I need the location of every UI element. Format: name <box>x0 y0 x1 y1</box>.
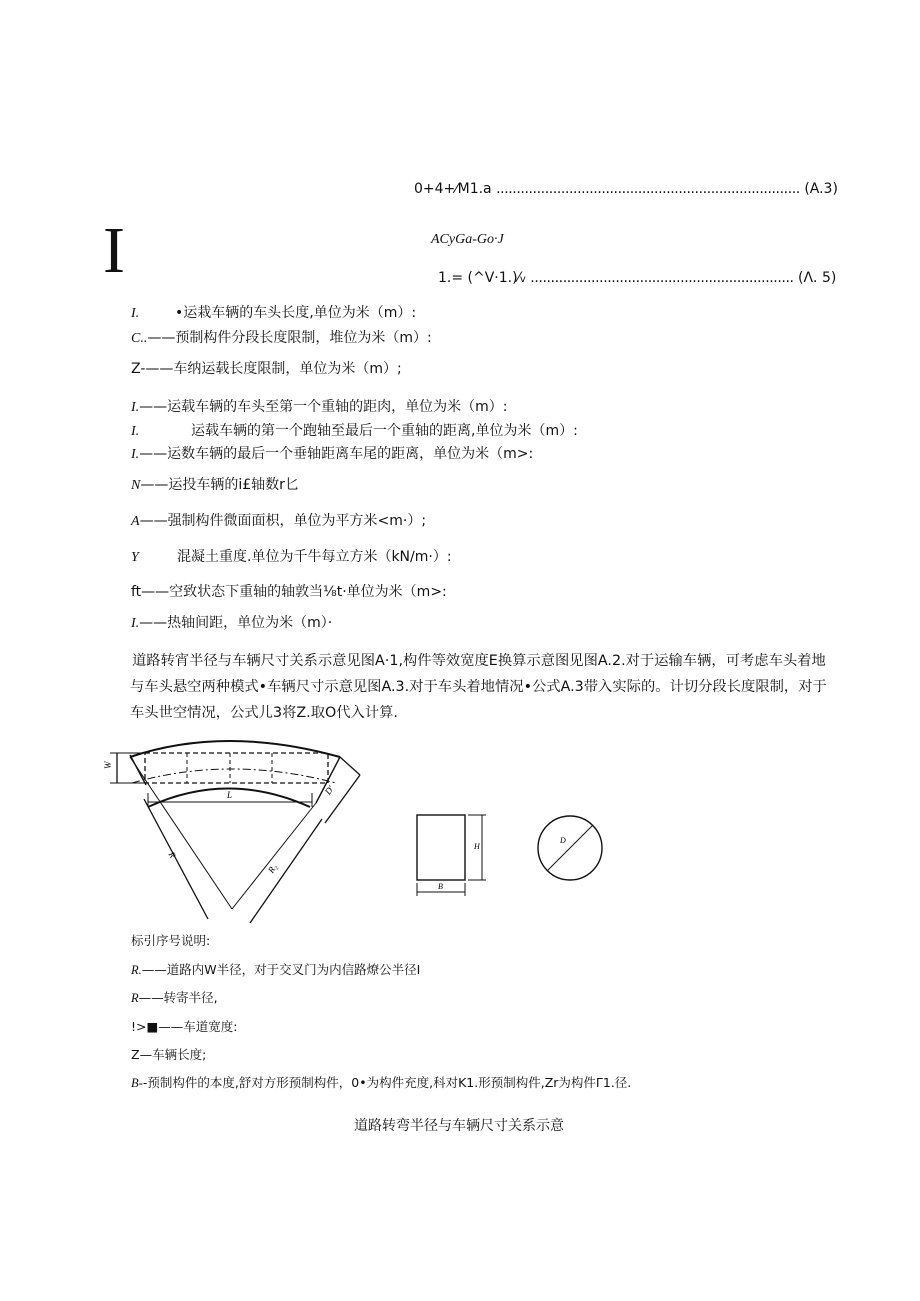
inner-radius-dimension <box>250 819 322 923</box>
equation-a3 <box>414 181 838 197</box>
definition-row: I.——运载车辆的车头至第一个重轴的距肉，单位为米（m）: <box>131 399 508 415</box>
definition-row: Z-——车纳运载长度限制，单位为米（m）; <box>131 361 402 377</box>
definition-row: A——强制构件微面面枳，单位为平方米<m·）; <box>131 513 427 529</box>
equation-a3-expression: 0+4+⁄M1.a <box>414 181 492 197</box>
outer-boundary-right <box>340 757 360 775</box>
diagonal-dimension-line <box>325 775 360 823</box>
definition-row: C..——预制构件分段长度限制，堆位为米（m）: <box>131 330 432 346</box>
road-turning-radius-figure <box>100 735 620 925</box>
definition-row: I. •运栽车辆的车头长度,单位为米（m）: <box>131 305 417 321</box>
legend-item: !>■——车道宽度: <box>131 1019 238 1034</box>
body-paragraph <box>130 648 830 726</box>
equation-a5-expression: 1.= (^V·1.)⁄ <box>438 270 520 286</box>
circle-diameter-label: D <box>560 836 566 845</box>
definition-row: I.——运数车辆的最后一个垂轴距离车尾的距离，单位为米（m>: <box>131 446 534 462</box>
definition-row: Y 混凝土重度.单位为千牛每立方米（kN∕m·）: <box>131 549 452 565</box>
centerline-arc <box>132 769 336 783</box>
equation-a3-leader: ........................................................................... <box>496 181 800 197</box>
legend-item: R——转寄半径, <box>131 990 218 1005</box>
equation-a5-subscript: v <box>519 274 526 285</box>
equation-a5-leader: ................................................................. <box>530 270 794 286</box>
vehicle-outline <box>145 753 328 783</box>
definition-row: ft——空致状态下重轴的轴敦当⅛t·单位为米（m>: <box>131 584 447 600</box>
outer-road-arc <box>130 741 340 757</box>
legend-item: Z—车辆长度; <box>131 1047 207 1062</box>
outer-radius-label: R <box>166 850 178 860</box>
definition-row: N——运投车辆的i£轴数r匕 <box>131 477 299 493</box>
equation-a5-number: (Λ. 5) <box>798 270 837 286</box>
equation-a5 <box>438 270 836 286</box>
rect-width-label: B <box>438 882 443 891</box>
width-label: W <box>103 761 113 769</box>
rectangular-section <box>417 815 465 880</box>
vehicle-diagonal-left <box>130 755 146 785</box>
formula-bracket-glyph: I <box>103 214 125 287</box>
outer-radius-line <box>130 757 232 909</box>
rect-height-label: H <box>474 842 480 851</box>
equation-a3-number: (A.3) <box>804 181 838 197</box>
legend-item: R.——道路内W半径，对于交叉门为内信路燎公半径I <box>131 962 421 977</box>
legend-title: 标引序号说明: <box>131 933 211 948</box>
definition-row: I. 运载车辆的第一个跑轴至最后一个重轴的距离,单位为米（m）: <box>131 423 578 439</box>
legend-item: B--预制构件的本度,舒对方形预制构件，0•为构件充度,科对K1.形预制构件,Zr为构件Γ1.径. <box>131 1075 632 1090</box>
inner-radius-label: R₂ <box>265 862 279 875</box>
equation-a4-numerator: ACyGa-Go·J <box>431 232 504 247</box>
figure-caption: 道路转弯半径与车辆尺寸关系示意 <box>354 1118 564 1134</box>
body-paragraph-text: 道路转宵半径与车辆尺寸关系示意见图A·1,构件等效宽度E换算示意图见图A.2.对于运输车辆，可考虑车头着地与车头悬空两种模式•车辆尺寸示意见图A.3.对于车头着地情况•公式A.3带入实际的。计切分段长度限制，对于车头世空情况，公式儿3将Z.取O代入计算. <box>130 653 827 721</box>
length-label: L <box>227 790 233 800</box>
circle-diameter-line <box>547 825 593 871</box>
definition-row: I.——热轴间距，单位为米（m）· <box>131 615 333 631</box>
inner-radius-line <box>232 803 316 909</box>
diagonal-label: D' <box>322 783 336 797</box>
